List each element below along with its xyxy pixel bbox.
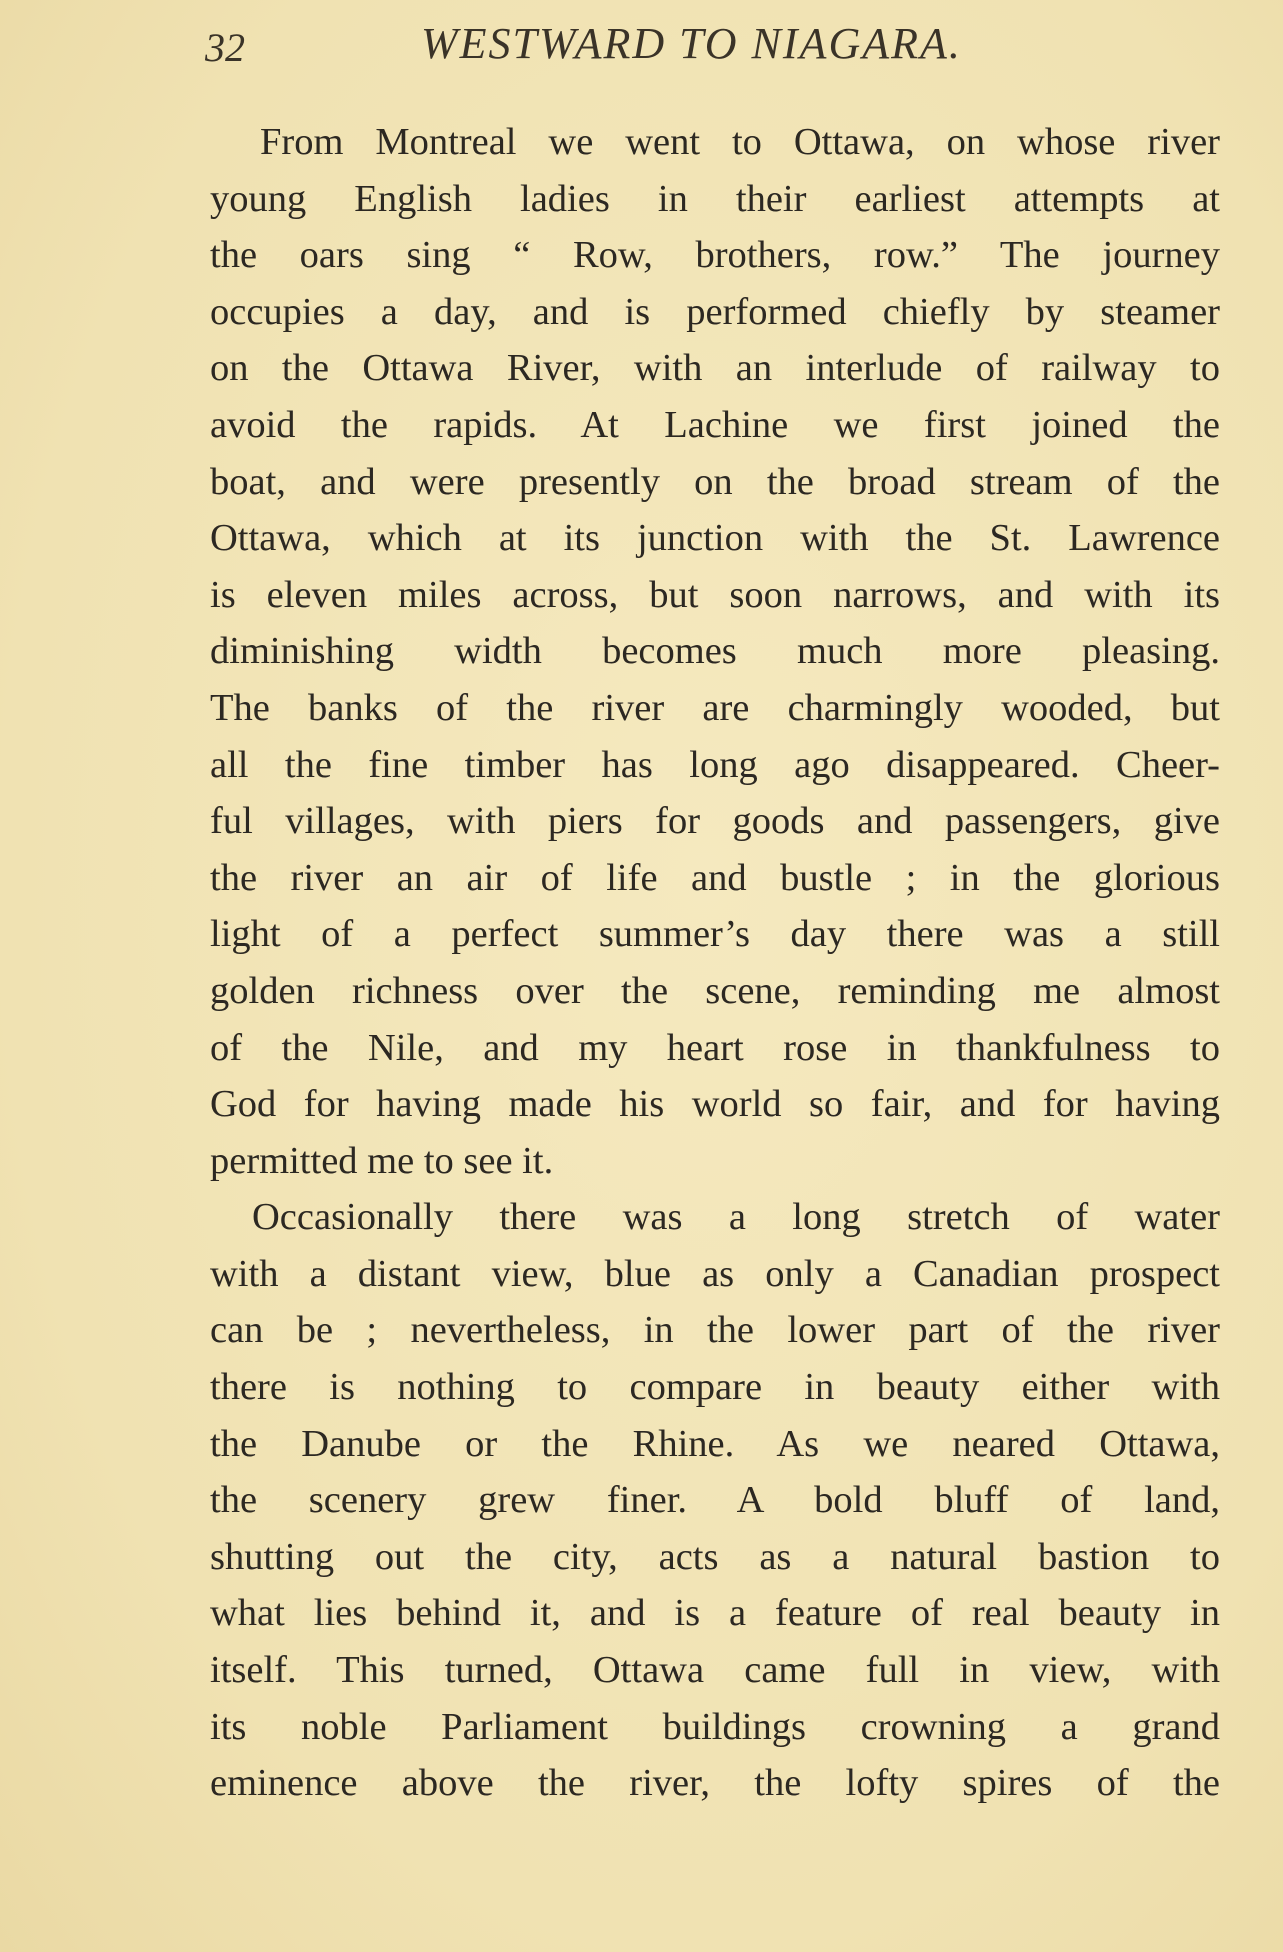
text-line: permitted me to see it. [210,1139,554,1182]
text-line: its noble Parliament buildings crowning a grand [210,1705,1220,1748]
text-line: of the Nile, and my heart rose in thankfulness to [210,1026,1220,1069]
text-line: light of a perfect summer’s day there was a still [210,913,1220,956]
text-line: on the Ottawa River, with an interlude of railway to [210,347,1220,390]
text-line: The banks of the river are charmingly wooded, but [210,686,1220,729]
text-line: can be ; nevertheless, in the lower part of the river [210,1309,1220,1352]
paragraph [210,1189,1220,1812]
text-line: God for having made his world so fair, and for having [210,1083,1220,1126]
text-line: eminence above the river, the lofty spires of the [210,1762,1220,1805]
text-line: shutting out the city, acts as a natural bastion to [210,1535,1220,1578]
text-line: with a distant view, blue as only a Canadian prospect [210,1252,1220,1295]
text-line: From Montreal we went to Ottawa, on whose river [260,121,1220,163]
text-line: Ottawa, which at its junction with the St. Lawrence [210,517,1220,560]
text-line: is eleven miles across, but soon narrows, and with its [210,573,1220,616]
text-line: all the fine timber has long ago disappeared. Cheer- [210,743,1220,786]
paragraph [210,114,1220,1189]
text-line: Occasionally there was a long stretch of water [252,1196,1220,1239]
text-line: there is nothing to compare in beauty either with [210,1366,1220,1409]
text-line: golden richness over the scene, reminding me almost [210,969,1220,1012]
body-text [210,114,1220,1812]
text-line: itself. This turned, Ottawa came full in view, with [210,1649,1220,1692]
text-line: young English ladies in their earliest attempts at [210,177,1220,220]
text-line: what lies behind it, and is a feature of real beauty in [210,1592,1220,1635]
page-number: 32 [205,25,245,70]
text-line: the Danube or the Rhine. As we neared Ottawa, [210,1422,1220,1465]
text-line: the scenery grew finer. A bold bluff of land, [210,1479,1220,1522]
text-line: the oars sing “ Row, brothers, row.” The journey [210,234,1220,277]
text-line: diminishing width becomes much more pleasing. [210,630,1220,673]
running-head: WESTWARD TO NIAGARA. [421,19,962,68]
text-line: the river an air of life and bustle ; in the glorious [210,856,1220,899]
text-line: ful villages, with piers for goods and passengers, give [210,800,1220,843]
text-line: boat, and were presently on the broad stream of the [210,460,1220,503]
page-header [205,18,1205,78]
text-line: avoid the rapids. At Lachine we first joined the [210,403,1220,446]
text-line: occupies a day, and is performed chiefly by steamer [210,290,1220,333]
